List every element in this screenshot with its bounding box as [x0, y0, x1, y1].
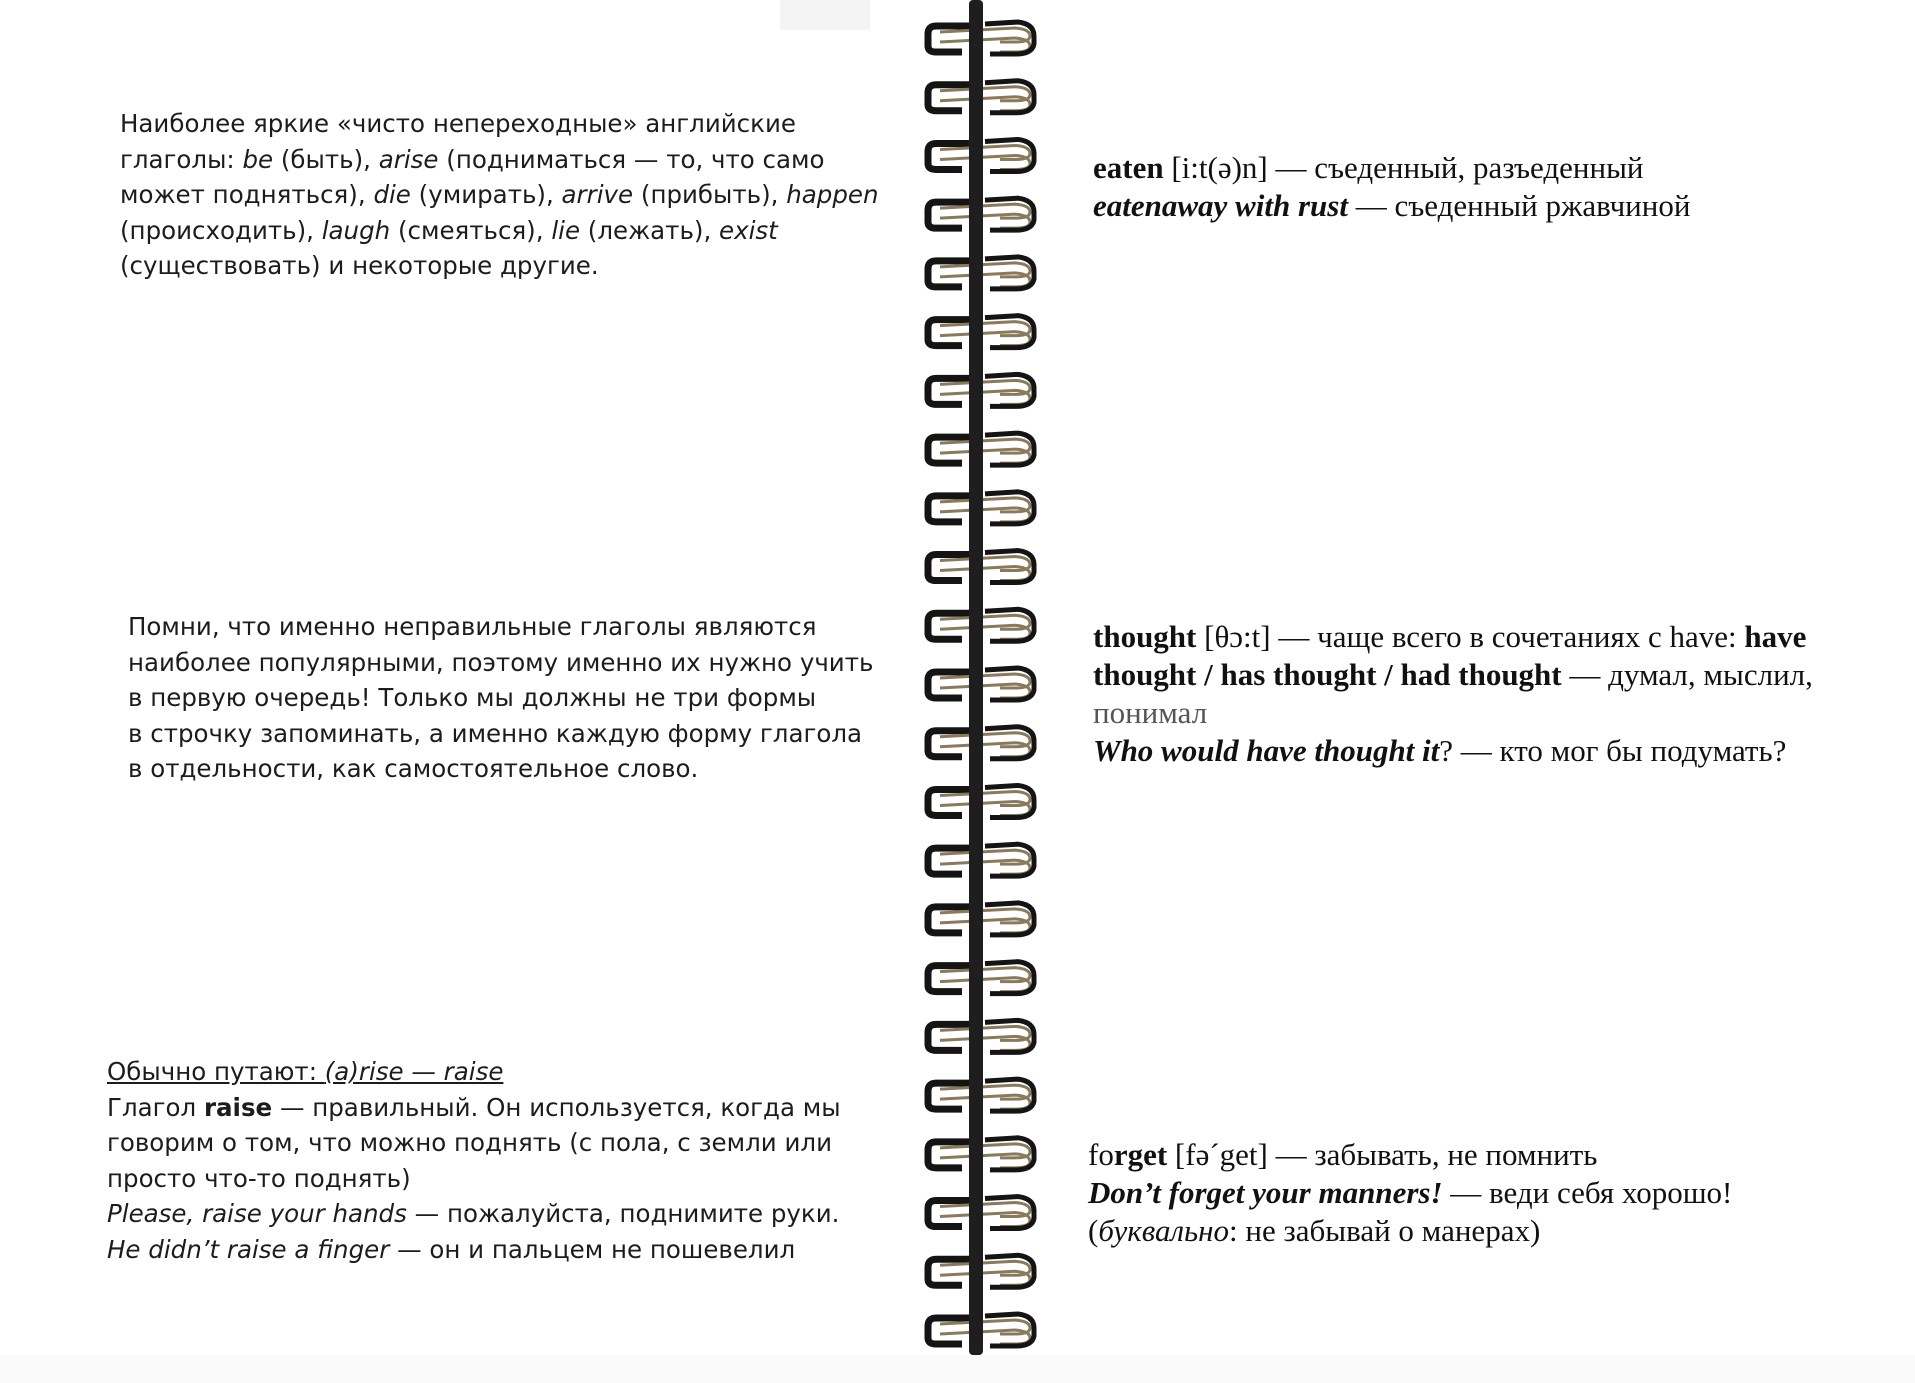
- text-run: (подниматься — то, что само: [438, 144, 825, 174]
- text-run: в отдельности, как самостоятельное слово.: [128, 754, 699, 783]
- text-run: [fəˊget] — забывать, не помнить: [1167, 1137, 1598, 1172]
- styled-run: Обычно путают:: [107, 1057, 325, 1086]
- styled-run: exist: [719, 215, 778, 245]
- text-run: (быть),: [273, 144, 379, 174]
- styled-run: eaten: [1093, 150, 1164, 185]
- styled-run: arrive: [561, 180, 634, 209]
- text-run: (умирать),: [410, 180, 562, 209]
- text-run: — съеденный ржавчиной: [1347, 188, 1691, 223]
- text-run: говорим о том, что можно поднять (с пола, с земли или: [107, 1128, 832, 1157]
- styled-run: Don’t forget your manners!: [1088, 1175, 1443, 1210]
- styled-run: rget: [1113, 1137, 1168, 1172]
- text-run: наиболее популярными, поэтому именно их нужно учить: [128, 647, 874, 677]
- styled-run: have: [1744, 619, 1807, 654]
- styled-run: Who would have thought it: [1093, 733, 1440, 768]
- text-run: может подняться),: [120, 180, 374, 209]
- text-run: в строчку запоминать, а именно каждую форму глагола: [128, 718, 863, 748]
- text-run: ? — кто мог бы подумать?: [1439, 733, 1787, 768]
- styled-run: thought: [1093, 619, 1197, 654]
- styled-run: lie: [551, 215, 581, 245]
- text-run: — правильный. Он используется, когда мы: [272, 1092, 841, 1122]
- text-run: (лежать),: [580, 215, 720, 245]
- styled-run: Please, raise your hands: [107, 1199, 407, 1228]
- styled-run: laugh: [321, 215, 391, 245]
- text-run: [θɔ:t] — чаще всего в сочетаниях с have:: [1196, 619, 1745, 654]
- styled-run: happen: [786, 180, 879, 209]
- text-run: (смеяться),: [390, 215, 552, 245]
- styled-run: arise: [378, 144, 439, 174]
- styled-run: raise: [203, 1092, 273, 1122]
- text-run: fo: [1088, 1137, 1114, 1172]
- text-run: — думал, мыслил,: [1561, 657, 1813, 692]
- styled-run: He didn’t raise a finger: [107, 1234, 390, 1264]
- text-run: Наиболее яркие «чисто непереходные» английские: [120, 109, 796, 138]
- spiral-spine: [969, 0, 983, 1355]
- text-run: (существовать) и некоторые другие.: [120, 251, 599, 280]
- styled-run: be: [242, 144, 274, 174]
- text-run: глаголы:: [120, 144, 243, 174]
- text-run: просто что-то поднять): [107, 1163, 411, 1193]
- styled-run: буквально: [1098, 1213, 1230, 1248]
- text-run: — веди себя хорошо!: [1442, 1175, 1733, 1210]
- text-run: [i:t(ə)n] — съеденный, разъеденный: [1163, 150, 1644, 185]
- text-run: (: [1088, 1213, 1099, 1248]
- styled-run: (a)rise — raise: [324, 1057, 504, 1086]
- text-run: в первую очередь! Только мы должны не три формы: [128, 683, 817, 712]
- styled-run: понимал: [1093, 695, 1208, 730]
- text-run: : не забывай о манерах): [1229, 1213, 1541, 1248]
- text-run: (происходить),: [120, 215, 322, 245]
- text-run: — он и пальцем не пошевелил: [389, 1234, 796, 1264]
- text-run: Помни, что именно неправильные глаголы являются: [128, 612, 817, 641]
- text-run: Глагол: [107, 1092, 204, 1122]
- text-run: (прибыть),: [633, 180, 787, 209]
- text-run: — пожалуйста, поднимите руки.: [406, 1199, 840, 1228]
- styled-run: die: [373, 180, 411, 209]
- styled-run: thought / has thought / had thought: [1093, 657, 1562, 692]
- styled-run: eatenaway with rust: [1093, 188, 1348, 223]
